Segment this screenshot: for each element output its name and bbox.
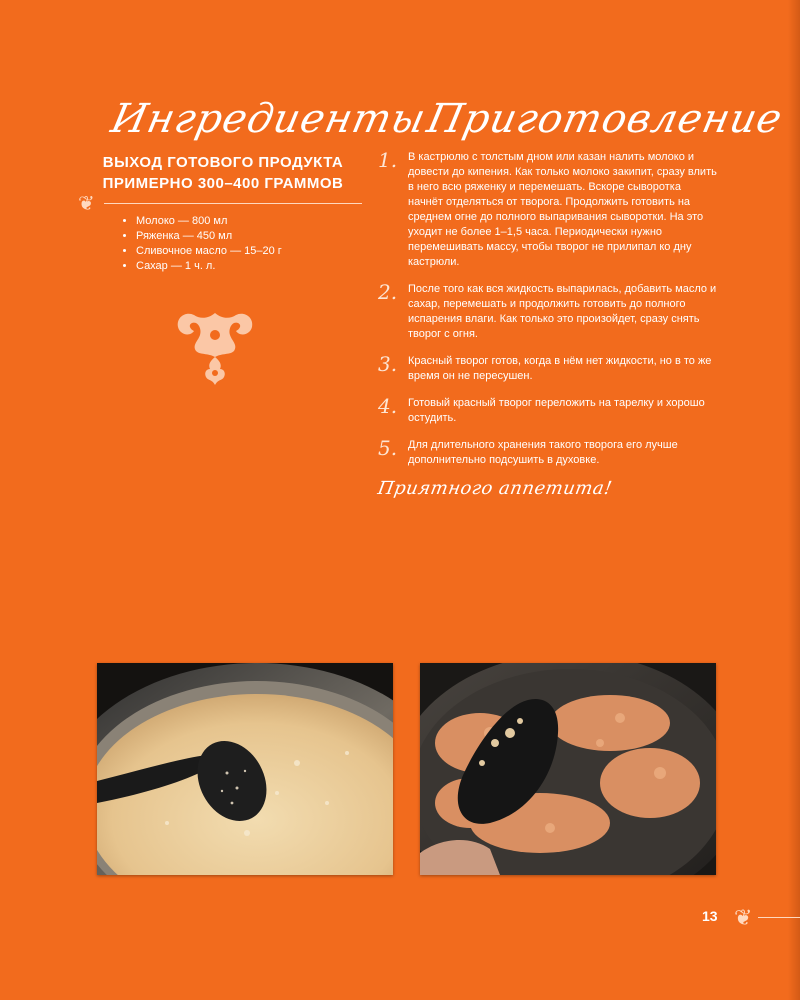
step-item	[378, 150, 718, 270]
curl-ornament-icon: ❦	[734, 905, 753, 930]
step-item	[378, 354, 718, 384]
step-text: После того как вся жидкость выпарилась, добавить масло и сахар, перемешать и продолжить готовить до полного испарения влаги. Как только это произойдет, сразу снять творог с огня.	[408, 283, 717, 340]
red-curd-pan-photo	[420, 663, 716, 875]
ingredient-item: • Молоко — 800 мл	[136, 214, 282, 229]
step-number: 4.	[378, 394, 398, 418]
step-number: 5.	[378, 436, 398, 460]
yield-line-2: ПРИМЕРНО 300–400 ГРАММОВ	[102, 175, 344, 192]
ingredients-list	[120, 214, 282, 274]
divider-line	[104, 203, 362, 204]
step-item	[378, 282, 718, 342]
step-number: 3.	[378, 352, 398, 376]
step-text: Для длительного хранения такого творога его лучше дополнительно подсушить в духовке.	[408, 439, 678, 466]
ingredients-title: Ингредиенты	[107, 96, 431, 142]
floral-ornament-icon	[170, 305, 260, 395]
step-text: В кастрюлю с толстым дном или казан налить молоко и довести до кипения. Как только молоко закипит, сразу влить в него всю ряженку и перемешать. Вскоре сыворотка начнёт отделяться от творога. Продолжить готовить на среднем огне до полного выпаривания сыворотки. На это уходит не более 1–1,5 часа. Периодически нужно перемешивать массу, чтобы творог не прилипал ко дну кастрюли.	[408, 151, 717, 268]
ingredient-item: • Ряженка — 450 мл	[136, 229, 282, 244]
yield-line-1: ВЫХОД ГОТОВОГО ПРОДУКТА	[102, 154, 344, 171]
ingredient-item: • Сахар — 1 ч. л.	[136, 259, 282, 274]
step-text: Красный творог готов, когда в нём нет жидкости, но в то же время он не пересушен.	[408, 355, 712, 382]
preparation-steps	[378, 150, 718, 480]
milk-curd-pot-photo	[97, 663, 393, 875]
step-item	[378, 438, 718, 468]
page-number: 13	[702, 908, 718, 924]
curl-ornament-icon: ❦	[78, 193, 95, 215]
decorative-rule-left	[74, 194, 364, 214]
bon-appetit-text: Приятного аппетита!	[376, 478, 614, 499]
decorative-rule-right	[730, 906, 800, 930]
ingredient-item: • Сливочное масло — 15–20 г	[136, 244, 282, 259]
yield-note	[88, 152, 358, 194]
step-number: 2.	[378, 280, 398, 304]
preparation-title: Приготовление	[423, 96, 787, 142]
page-edge-shadow	[788, 0, 800, 1000]
step-number: 1.	[378, 148, 398, 172]
step-item	[378, 396, 718, 426]
step-text: Готовый красный творог переложить на тарелку и хорошо остудить.	[408, 397, 705, 424]
divider-line	[758, 917, 800, 918]
